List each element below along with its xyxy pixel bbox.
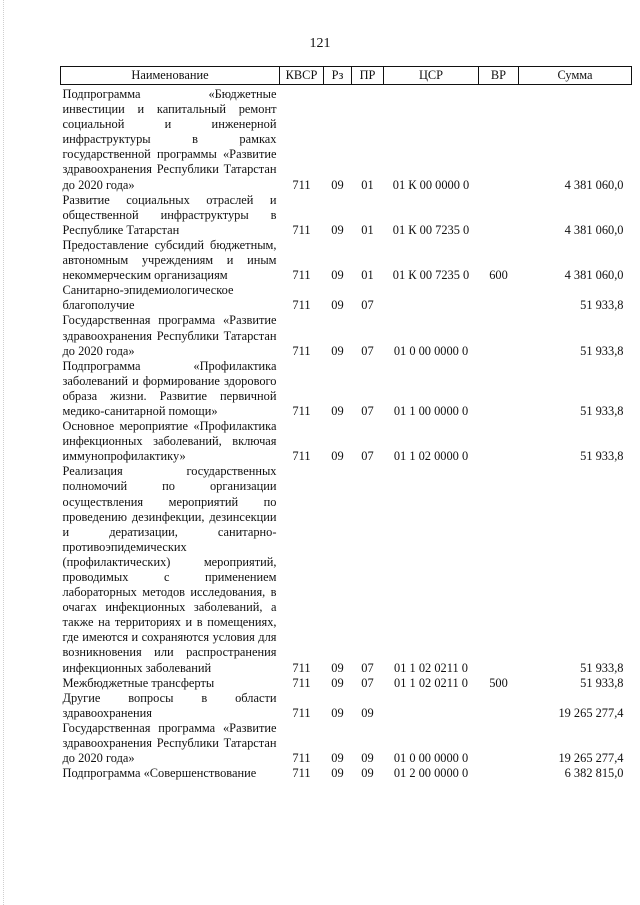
row-vr: 600 [489,268,508,283]
header-name: Наименование [61,67,280,85]
header-row [61,67,632,85]
row-vr [479,766,519,781]
row-pr: 01 [361,268,374,283]
row-sum: 51 933,8 [580,675,624,690]
row-kvsr: 711 [292,766,311,781]
row-sum: 4 381 060,0 [564,222,624,237]
row-sum: 4 381 060,0 [564,268,624,283]
row-rz: 09 [331,675,344,690]
row-kvsr: 711 [292,751,311,766]
row-pr: 09 [361,751,374,766]
row-vr [479,313,519,358]
table-row [61,721,632,766]
table-row [61,85,632,193]
table-row [61,313,632,358]
row-csr [384,283,479,313]
row-kvsr: 711 [292,343,311,358]
row-vr [479,193,519,238]
row-name: Подпрограмма «Профилактика заболеваний и формирование здорового образа жизни. Развитие первичной медико-санитарной помощи» [62,358,277,418]
row-name: Развитие социальных отраслей и общественной инфраструктуры в Республике Татарстан [62,192,277,237]
row-name: Предоставление субсидий бюджетным, автономным учреждениям и иным некоммерческим организациям [62,237,277,283]
header-sum: Сумма [519,67,632,85]
table-row [61,691,632,721]
row-name: Другие вопросы в области здравоохранения [62,690,277,720]
row-pr: 07 [361,660,374,675]
table-row [61,676,632,691]
table-row [61,359,632,419]
row-name: Государственная программа «Развитие здравоохранения Республики Татарстан до 2020 года» [62,313,277,358]
row-kvsr: 711 [292,449,311,464]
row-name: Основное мероприятие «Профилактика инфекционных заболеваний, включая иммунопрофилактику» [62,419,277,464]
row-csr: 01 К 00 7235 0 [392,268,470,283]
row-pr: 01 [361,177,374,192]
row-name: Подпрограмма «Бюджетные инвестиции и капитальный ремонт социальной и инженерной инфраструктуры в рамках государственной программы «Развитие здравоохранения Республики Татарстан до 2020 года» [62,87,277,192]
table-row [61,766,632,781]
row-vr [479,283,519,313]
row-rz: 09 [331,766,344,781]
table-row [61,419,632,464]
row-vr [479,359,519,419]
scan-edge-line [3,0,4,905]
row-rz: 09 [331,403,344,418]
row-sum: 51 933,8 [580,660,624,675]
row-csr: 01 0 00 0000 0 [393,343,469,358]
row-name: Государственная программа «Развитие здравоохранения Республики Татарстан до 2020 года» [62,720,277,766]
row-rz: 09 [331,705,344,720]
row-csr: 01 К 00 0000 0 [392,177,470,192]
row-rz: 09 [331,177,344,192]
row-vr [479,419,519,464]
row-pr: 09 [361,705,374,720]
header-kvsr: КВСР [280,67,324,85]
row-vr [479,464,519,675]
row-pr: 07 [361,298,374,313]
row-pr: 07 [361,403,374,418]
row-pr: 07 [361,449,374,464]
row-kvsr: 711 [292,403,311,418]
row-name: Санитарно-эпидемиологическое благополучие [62,283,234,313]
table-row [61,464,632,675]
table-row [61,238,632,283]
row-rz: 09 [331,222,344,237]
table-row [61,193,632,238]
row-vr: 500 [489,675,508,690]
row-sum: 4 381 060,0 [564,177,624,192]
row-name: Подпрограмма «Совершенствование [62,766,257,781]
row-pr: 01 [361,222,374,237]
row-kvsr: 711 [292,268,311,283]
row-vr [479,85,519,193]
header-rz: Рз [324,67,352,85]
row-name: Реализация государственных полномочий по организации осуществления мероприятий по проведению дезинфекции, дезинсекции и дератизации, санитарно-противоэпидемических (профилактических) мероприятий, проводимых с применением лабораторных методов исследования, в очагах инфекционных заболеваний, а также на территориях и в помещениях, где имеются и сохраняются условия для возникновения или распространения инфекционных заболеваний [62,464,277,675]
page-number: 121 [309,36,331,51]
row-csr: 01 1 02 0211 0 [394,660,468,675]
row-kvsr: 711 [292,222,311,237]
row-kvsr: 711 [292,177,311,192]
row-sum: 51 933,8 [580,403,624,418]
row-rz: 09 [331,298,344,313]
row-rz: 09 [331,343,344,358]
row-rz: 09 [331,268,344,283]
row-pr: 07 [361,343,374,358]
row-csr: 01 1 00 0000 0 [393,403,469,418]
row-sum: 51 933,8 [580,343,624,358]
header-csr: ЦСР [384,67,479,85]
row-kvsr: 711 [292,298,311,313]
row-kvsr: 711 [292,675,311,690]
row-csr: 01 2 00 0000 0 [393,766,469,781]
row-csr: 01 0 00 0000 0 [393,751,469,766]
row-sum: 6 382 815,0 [564,766,624,781]
header-vr: ВР [479,67,519,85]
row-sum: 19 265 277,4 [558,705,624,720]
row-sum: 51 933,8 [580,298,624,313]
row-rz: 09 [331,660,344,675]
row-csr [384,691,479,721]
row-vr [479,721,519,766]
row-pr: 07 [361,675,374,690]
row-sum: 51 933,8 [580,449,624,464]
row-sum: 19 265 277,4 [558,751,624,766]
table-row [61,283,632,313]
row-csr: 01 1 02 0211 0 [394,675,468,690]
header-pr: ПР [352,67,384,85]
row-name: Межбюджетные трансферты [62,675,215,690]
row-pr: 09 [361,766,374,781]
row-rz: 09 [331,751,344,766]
row-vr [479,691,519,721]
row-rz: 09 [331,449,344,464]
budget-table [60,66,632,781]
row-csr: 01 К 00 7235 0 [392,222,470,237]
row-kvsr: 711 [292,660,311,675]
row-kvsr: 711 [292,705,311,720]
row-csr: 01 1 02 0000 0 [393,449,469,464]
